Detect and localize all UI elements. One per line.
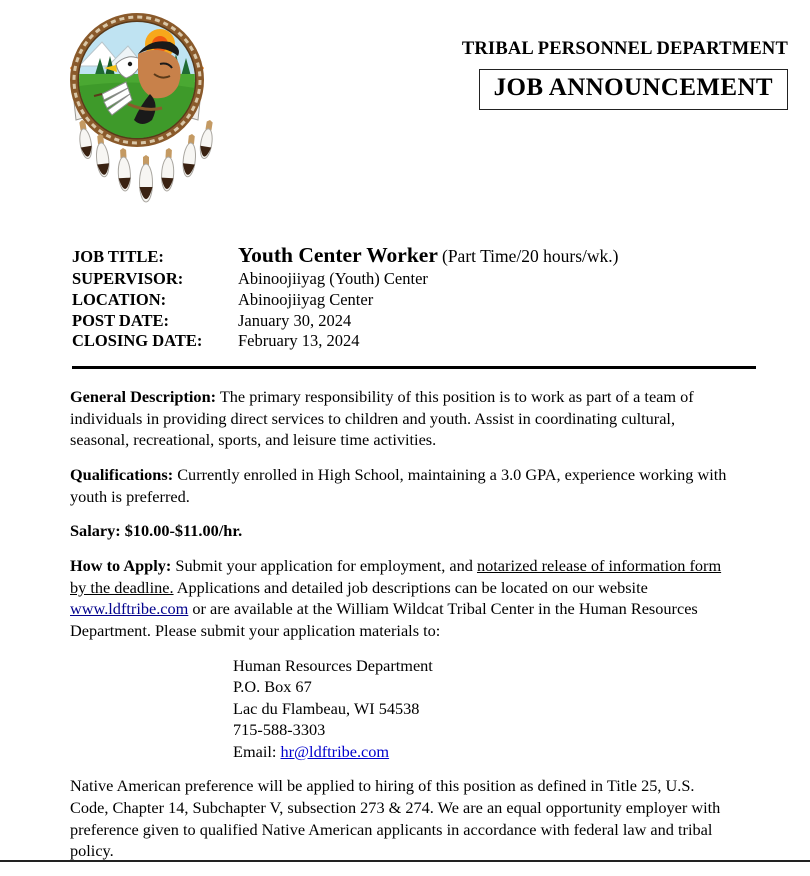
department-title: TRIBAL PERSONNEL DEPARTMENT <box>461 39 788 59</box>
table-row <box>72 242 618 269</box>
job-title-value <box>238 242 618 269</box>
location-label: LOCATION: <box>72 289 167 309</box>
how-to-apply-text-2: Applications and detailed job descriptions can be located on our website <box>173 577 648 597</box>
email-link[interactable]: hr@ldftribe.com <box>280 741 390 761</box>
email-label: Email: <box>233 741 281 761</box>
job-title-label: JOB TITLE: <box>72 247 164 266</box>
job-title-suffix: (Part Time/20 hours/wk.) <box>442 246 619 266</box>
tribal-seal-dreamcatcher-logo <box>42 8 232 208</box>
address-line-phone: 715-588-3303 <box>233 720 326 740</box>
address-line-po-box: P.O. Box 67 <box>233 677 312 697</box>
table-row <box>72 290 618 311</box>
mailing-address-block <box>70 655 730 763</box>
general-description-text: The primary responsibility of this position is to work as part of a team of individuals in providing direct services to children and youth. Assist in coordinating cultural, seasonal, recreational, sports, and leisure time activities. <box>70 387 694 450</box>
how-to-apply-paragraph <box>70 555 730 642</box>
how-to-apply-text-3: or are available at the William Wildcat Tribal Center in the Human Resources Department. Please submit your application materials to: <box>70 599 698 641</box>
salary-line: Salary: $10.00-$11.00/hr. <box>70 521 243 541</box>
document-header <box>0 0 810 215</box>
table-row <box>72 311 618 332</box>
closing-date-label: CLOSING DATE: <box>72 331 203 351</box>
job-title-text: Youth Center Worker <box>238 243 438 267</box>
general-description-label: General Description: <box>70 387 217 406</box>
notarized-release-underlined-text: notarized release of information form by the deadline. <box>70 556 722 597</box>
job-announcement-box <box>479 69 788 110</box>
document-body <box>70 386 730 876</box>
qualifications-text: Currently enrolled in High School, maintaining a 3.0 GPA, experience working with youth is preferred. <box>70 465 727 506</box>
address-line-email <box>233 741 730 763</box>
how-to-apply-label: How to Apply: <box>70 556 172 576</box>
supervisor-value: Abinoojiiyag (Youth) Center <box>238 269 428 289</box>
table-row <box>72 331 618 352</box>
closing-date-value: February 13, 2024 <box>238 331 360 351</box>
how-to-apply-text-1: Submit your application for employment, and <box>171 556 477 576</box>
website-link[interactable]: www.ldftribe.com <box>70 599 189 619</box>
header-title-block <box>462 38 788 110</box>
job-info-block <box>72 242 752 352</box>
post-date-value: January 30, 2024 <box>238 310 352 330</box>
job-announcement-label: JOB ANNOUNCEMENT <box>493 74 773 102</box>
job-info-table <box>72 242 618 352</box>
native-american-preference-paragraph: Native American preference will be applied to hiring of this position as defined in Title 25, U.S. Code, Chapter 14, Subchapter V, subsection 273 & 274. We are an equal opportunity employer with preference given to qualified Native American applicants in accordance with federal law and tribal policy. <box>70 776 721 861</box>
qualifications-paragraph <box>70 464 730 507</box>
table-row <box>72 269 618 290</box>
supervisor-label: SUPERVISOR: <box>72 269 184 289</box>
qualifications-label: Qualifications: <box>70 465 174 485</box>
address-line-city-state-zip: Lac du Flambeau, WI 54538 <box>233 698 420 718</box>
post-date-label: POST DATE: <box>72 310 170 330</box>
horizontal-rule <box>72 366 756 369</box>
general-description-paragraph <box>70 386 730 451</box>
location-value: Abinoojiiyag Center <box>238 289 374 309</box>
address-line-organization: Human Resources Department <box>233 655 433 675</box>
